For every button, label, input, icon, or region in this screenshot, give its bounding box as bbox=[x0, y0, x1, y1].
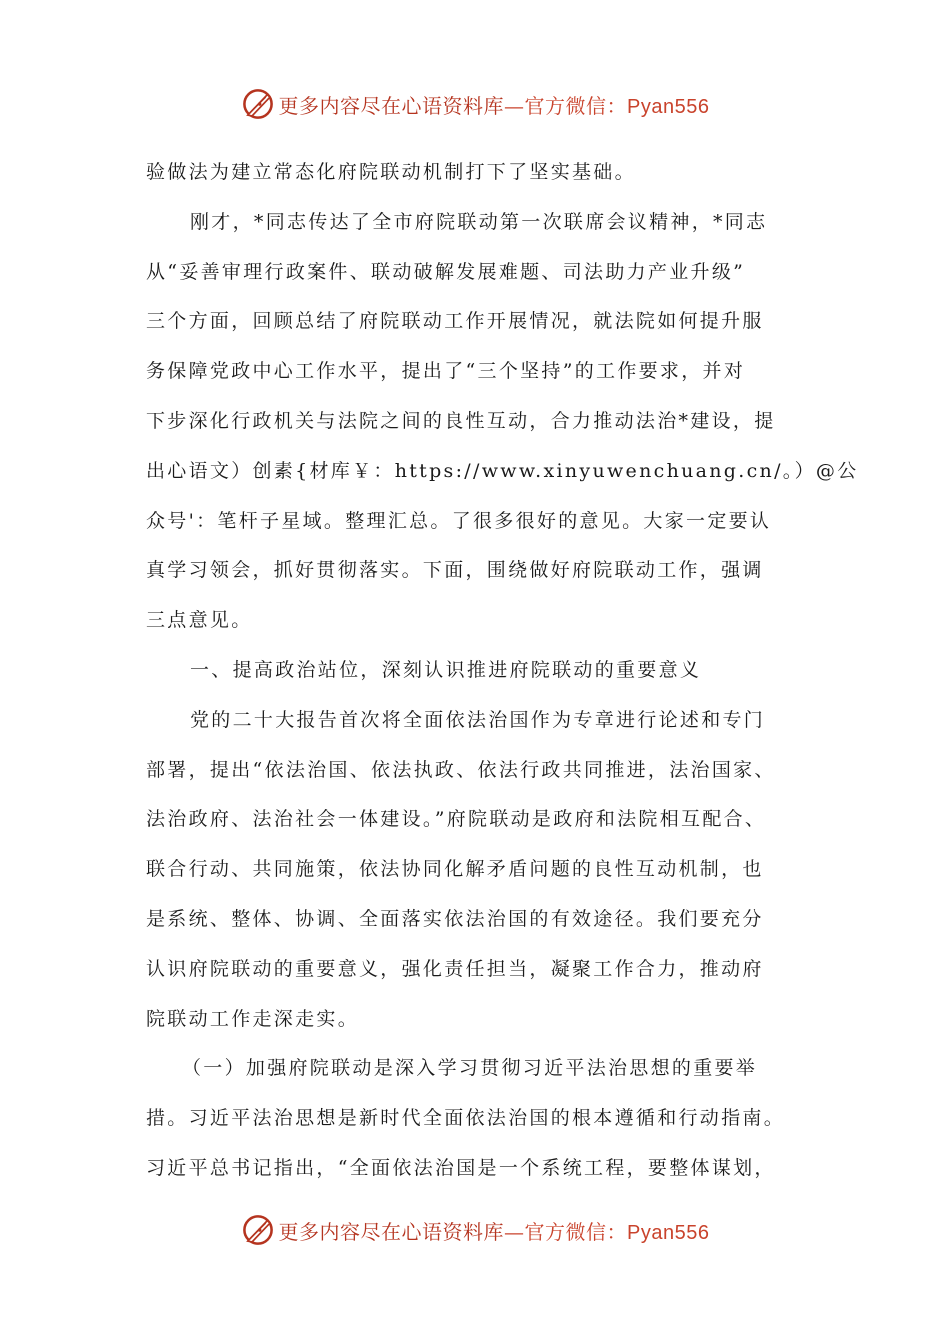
watermark-main: 更多内容尽在心语资料库 bbox=[278, 93, 505, 118]
text-line: 下步深化行政机关与法院之间的良性互动，合力推动法治*建设，提 bbox=[146, 409, 776, 432]
text-line: 三个方面，回顾总结了府院联动工作开展情况，就法院如何提升服 bbox=[146, 310, 764, 333]
header-watermark bbox=[0, 84, 950, 124]
text-line: 院联动工作走深走实。 bbox=[146, 1007, 360, 1030]
quill-pen-logo-icon bbox=[241, 87, 275, 121]
text-line: 部署，提出“依法治国、依法执政、依法行政共同推进，法治国家、 bbox=[146, 758, 776, 781]
text-line: 措。习近平法治思想是新时代全面依法治国的根本遵循和行动指南。 bbox=[146, 1107, 786, 1130]
watermark-wechat-id: Pyan556 bbox=[627, 1221, 710, 1244]
watermark-separator: —官方微信： bbox=[504, 1219, 628, 1244]
text-line: 验做法为建立常态化府院联动机制打下了坚实基础。 bbox=[146, 161, 636, 183]
watermark-main: 更多内容尽在心语资料库 bbox=[278, 1219, 505, 1244]
section-heading: 一、提高政治站位，深刻认识推进府院联动的重要意义 bbox=[190, 658, 702, 681]
watermark-text bbox=[279, 1216, 710, 1245]
text-line: 刚才，*同志传达了全市府院联动第一次联席会议精神，*同志 bbox=[190, 210, 768, 233]
text-line: 法治政府、法治社会一体建设。”府院联动是政府和法院相互配合、 bbox=[146, 808, 767, 831]
subsection-heading: （一）加强府院联动是深入学习贯彻习近平法治思想的重要举 bbox=[182, 1057, 758, 1080]
watermark-text bbox=[279, 90, 710, 119]
watermark-wechat-id: Pyan556 bbox=[627, 95, 710, 118]
text-line: 三点意见。 bbox=[146, 609, 253, 632]
document-body bbox=[146, 148, 859, 1194]
text-line: 党的二十大报告首次将全面依法治国作为专章进行论述和专门 bbox=[190, 708, 766, 731]
text-line: 众号'：笔杆子星域。整理汇总。了很多很好的意见。大家一定要认 bbox=[146, 509, 772, 532]
text-line: 是系统、整体、协调、全面落实依法治国的有效途径。我们要充分 bbox=[146, 907, 764, 930]
quill-pen-logo-icon bbox=[241, 1213, 275, 1247]
text-line: 联合行动、共同施策，依法协同化解矛盾问题的良性互动机制，也 bbox=[146, 858, 764, 881]
text-line: 从“妥善审理行政案件、联动破解发展难题、司法助力产业升级” bbox=[146, 260, 746, 283]
text-line: 出心语文）创素{材库￥：https://www.xinyuwenchuang.cn/。）@公 bbox=[146, 459, 859, 482]
text-line: 务保障党政中心工作水平，提出了“三个坚持”的工作要求，并对 bbox=[146, 360, 746, 383]
footer-watermark bbox=[0, 1210, 950, 1250]
text-line: 认识府院联动的重要意义，强化责任担当，凝聚工作合力，推动府 bbox=[146, 957, 764, 980]
text-line: 习近平总书记指出，“全面依法治国是一个系统工程，要整体谋划， bbox=[146, 1156, 776, 1179]
text-line: 真学习领会，抓好贯彻落实。下面，围绕做好府院联动工作，强调 bbox=[146, 559, 764, 582]
watermark-separator: —官方微信： bbox=[504, 93, 628, 118]
